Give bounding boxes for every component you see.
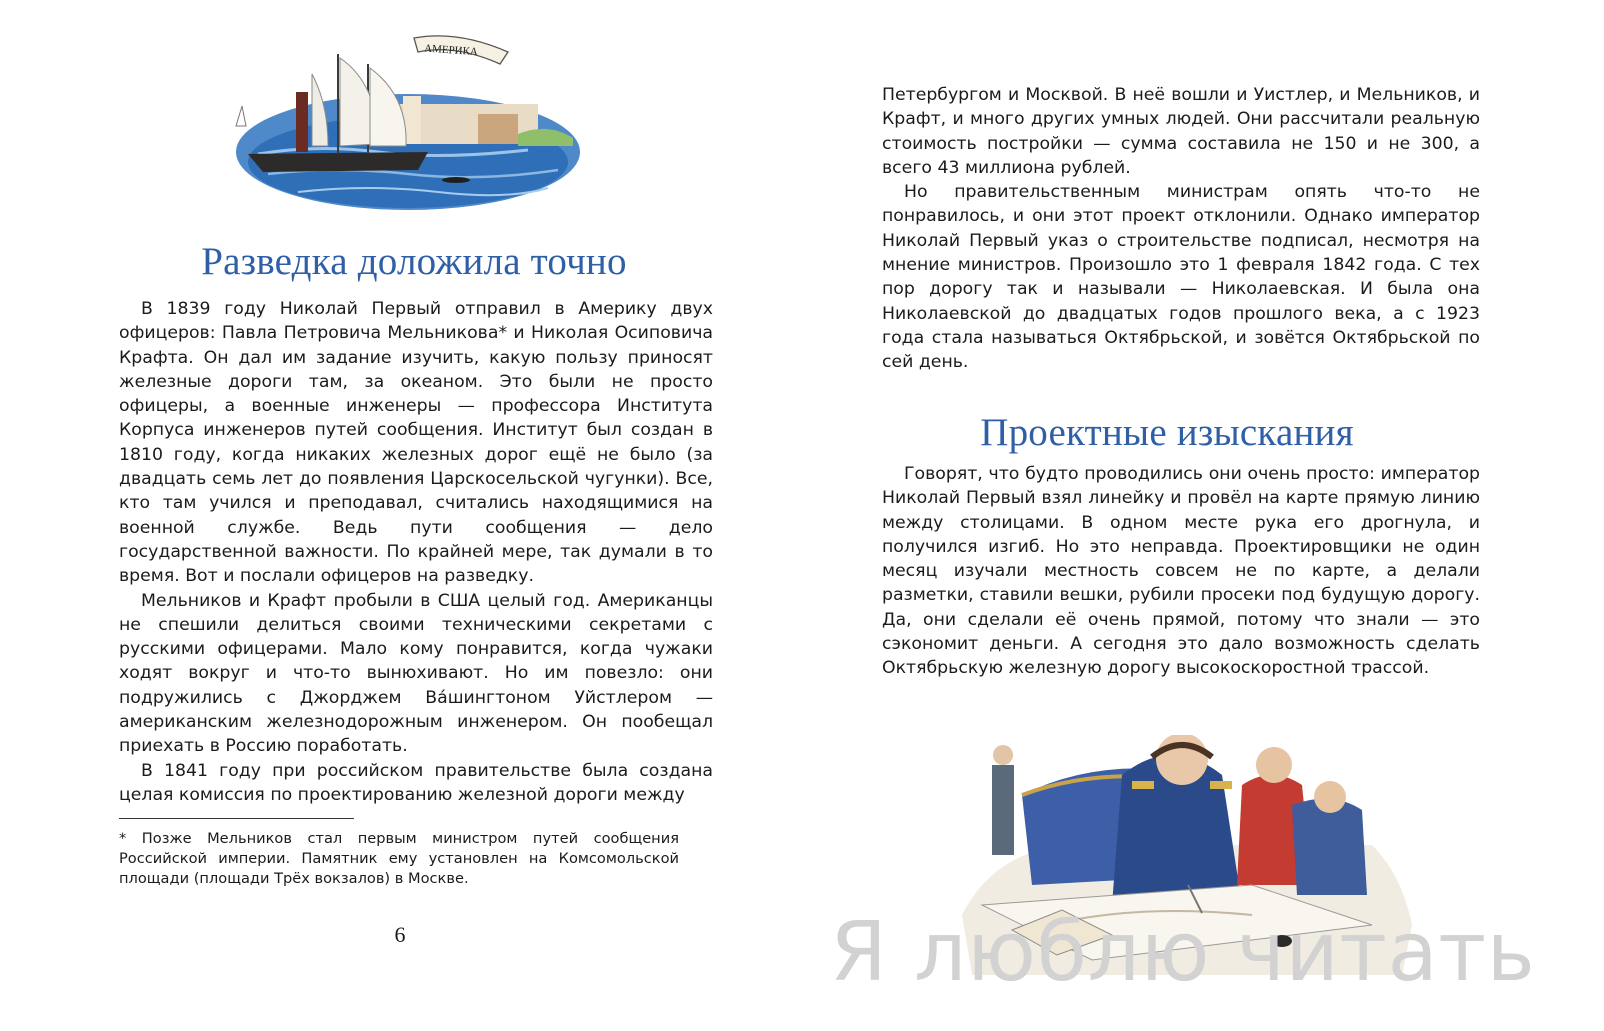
paragraph: В 1841 году при российском правительстве была создана целая комиссия по проектированию железной дороги между xyxy=(119,760,713,805)
paragraph: В 1839 году Николай Первый отправил в Америку двух офицеров: Павла Петровича Мельникова* и Николая Осиповича Крафта. Он дал им задание изучить, какую пользу приносят железные дороги там, за океаном. Это были не просто офицеры, а военные инженеры — профессора Института Корпуса инженеров путей сообщения. Институт был создан в 1810 году, когда никаких железных дорог ещё не было (за двадцать семь лет до появления Царскосельской чугунки). Все, кто там учился и преподавал, считались находящимися на военной службе. Ведь пути сообщения — дело государственной важности. По крайней мере, так думали в то время. Вот и послали офицеров на разведку. xyxy=(119,299,713,587)
footnote: * Позже Мельников стал первым министром путей сообщения Российской империи. Памятник ему установлен на Комсомольской площади (площади Трёх вокзалов) в Москве. xyxy=(119,830,679,887)
right-body-text xyxy=(882,462,1480,681)
right-page xyxy=(802,0,1604,1031)
banner-text: АМЕРИКА xyxy=(423,42,479,59)
ship-illustration xyxy=(228,34,588,220)
watermark: Я люблю читать xyxy=(830,905,1536,1000)
left-body-text xyxy=(119,297,713,807)
section-heading: Разведка доложила точно xyxy=(201,240,627,283)
page-number: 6 xyxy=(394,922,406,947)
footnote-divider xyxy=(119,818,354,819)
section-heading: Проектные изыскания xyxy=(980,411,1354,454)
paragraph: Но правительственным министрам опять что-то не понравилось, и они этот проект отклонили. Однако император Николай Первый указ о строительстве подписал, несмотря на мнение министров. Произошло это 1 февраля 1842 года. С тех пор дорогу так и называли — Николаевская. И была она Николаевской до двадцатых годов прошлого века, а с 1923 года стала называться Октябрьской, и зовётся Октябрьской по сей день. xyxy=(882,182,1480,373)
paragraph: Петербургом и Москвой. В неё вошли и Уистлер, и Мельников, и Крафт, и много других умных людей. Они рассчитали реальную стоимость постройки — сумма составила не 150 и не 300, а всего 43 миллиона рублей. xyxy=(882,85,1480,178)
paragraph: Говорят, что будто проводились они очень просто: император Николай Первый взял линейку и провёл на карте прямую линию между столицами. В одном месте рука его дрогнула, и получился изгиб. Но это неправда. Проектировщики не один месяц изучали местность совсем не по карте, а делали разметки, ставили вешки, рубили просеки под будущую дорогу. Да, они сделали её очень прямой, потому что знали — это сэкономит деньги. А сегодня это дало возможность сделать Октябрьскую железную дорогу высокоскоростной трассой. xyxy=(882,464,1480,679)
paragraph: Мельников и Крафт пробыли в США целый год. Американцы не спешили делиться своими техническими секретами с русскими офицерами. Мало кому понравится, когда чужаки ходят вокруг и что-то вынюхивают. Но им повезло: они подружились с Джорджем Ва́шингтоном Уйстлером — американским железнодорожным инженером. Он пообещал приехать в Россию поработать. xyxy=(119,590,713,757)
right-continuation-text xyxy=(882,83,1480,375)
